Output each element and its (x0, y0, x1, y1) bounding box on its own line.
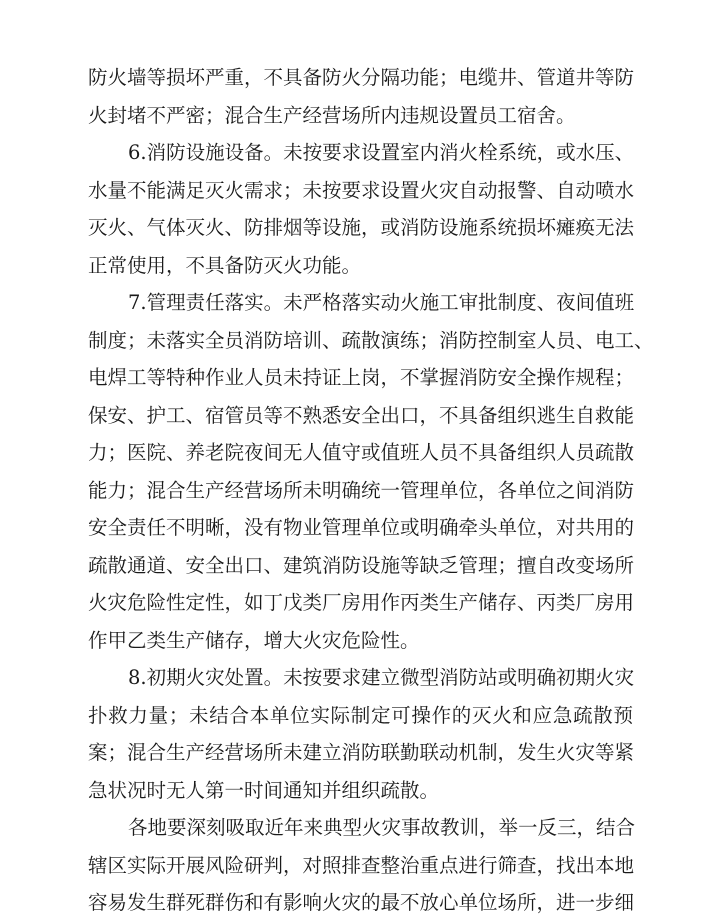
body-text-line: 电焊工等特种作业人员未持证上岗，不掌握消防安全操作规程； (88, 366, 635, 389)
section-7-heading-line: 7.管理责任落实。未严格落实动火施工审批制度、夜间值班 (128, 291, 635, 314)
body-text-line: 急状况时无人第一时间通知并组织疏散。 (88, 779, 440, 802)
body-text-line: 力；医院、养老院夜间无人值守或值班人员不具备组织人员疏散 (88, 441, 635, 464)
body-text-line: 水量不能满足灭火需求；未按要求设置火灾自动报警、自动喷水 (88, 179, 635, 202)
body-text-line: 疏散通道、安全出口、建筑消防设施等缺乏管理；擅自改变场所 (88, 554, 635, 577)
body-text-line: 容易发生群死群伤和有影响火灾的最不放心单位场所，进一步细 (88, 891, 635, 914)
body-text-line: 扑救力量；未结合本单位实际制定可操作的灭火和应急疏散预 (88, 704, 633, 727)
body-text-line: 能力；混合生产经营场所未明确统一管理单位，各单位之间消防 (88, 479, 635, 502)
section-6-heading-line: 6.消防设施设备。未按要求设置室内消火栓系统，或水压、 (128, 141, 635, 164)
body-text-line: 制度；未落实全员消防培训、疏散演练；消防控制室人员、电工、 (88, 329, 654, 352)
body-text-line: 火封堵不严密；混合生产经营场所内违规设置员工宿舍。 (88, 104, 576, 127)
body-text-line: 安全责任不明晰，没有物业管理单位或明确牵头单位，对共用的 (88, 516, 635, 539)
body-text-line: 正常使用，不具备防灭火功能。 (88, 254, 362, 277)
body-text-line: 防火墙等损坏严重，不具备防火分隔功能；电缆井、管道井等防 (88, 66, 635, 89)
body-text-line: 灭火、气体灭火、防排烟等设施，或消防设施系统损坏瘫痪无法 (88, 216, 635, 239)
body-text-line: 辖区实际开展风险研判，对照排查整治重点进行筛查，找出本地 (88, 854, 635, 877)
body-text-line: 火灾危险性定性，如丁戊类厂房用作丙类生产储存、丙类厂房用 (88, 591, 635, 614)
body-text-line: 案；混合生产经营场所未建立消防联勤联动机制，发生火灾等紧 (88, 741, 635, 764)
body-text-line: 保安、护工、宿管员等不熟悉安全出口，不具备组织逃生自救能 (88, 404, 635, 427)
body-text-line: 作甲乙类生产储存，增大火灾危险性。 (88, 629, 420, 652)
section-8-heading-line: 8.初期火灾处置。未按要求建立微型消防站或明确初期火灾 (128, 666, 635, 689)
closing-paragraph-line: 各地要深刻吸取近年来典型火灾事故教训，举一反三，结合 (128, 816, 636, 839)
